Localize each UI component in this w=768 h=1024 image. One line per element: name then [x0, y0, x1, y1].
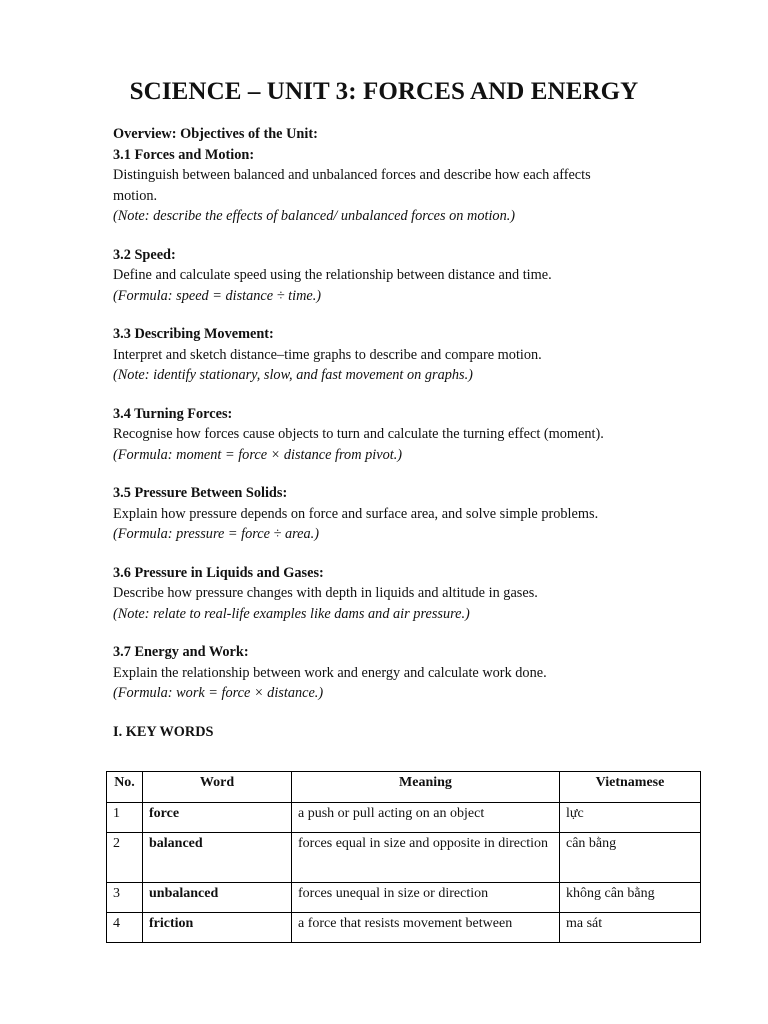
section-heading: 3.7 Energy and Work:: [113, 644, 249, 660]
section-heading: 3.4 Turning Forces:: [113, 405, 233, 422]
section-note: (Note: describe the effects of balanced/ unbalanced forces on motion.): [113, 208, 516, 224]
cell-vietnamese: cân bằng: [560, 833, 701, 883]
cell-meaning: forces equal in size and opposite in direction: [292, 833, 560, 883]
section-note: (Formula: work = force × distance.): [113, 685, 324, 701]
section-3-3: [113, 324, 673, 386]
cell-no: 4: [107, 913, 143, 943]
section-note: (Formula: speed = distance ÷ time.): [113, 287, 322, 304]
cell-vietnamese: ma sát: [560, 913, 701, 943]
keywords-table: [106, 771, 701, 943]
section-3-2: [113, 245, 673, 307]
section-body: Distinguish between balanced and unbalanced forces and describe how each affects: [113, 167, 591, 183]
section-body: Define and calculate speed using the relationship between distance and time.: [113, 267, 552, 283]
section-3-4: [113, 404, 673, 466]
table-row: [107, 883, 701, 913]
section-3-1: [113, 145, 673, 227]
table-row: [107, 803, 701, 833]
section-heading: 3.6 Pressure in Liquids and Gases:: [113, 564, 324, 581]
section-note: (Formula: pressure = force ÷ area.): [113, 526, 319, 542]
keywords-heading: I. KEY WORDS: [113, 724, 214, 740]
cell-vietnamese: không cân bằng: [560, 883, 701, 913]
section-note: (Formula: moment = force × distance from pivot.): [113, 446, 403, 463]
cell-word: balanced: [143, 833, 292, 883]
cell-meaning: a force that resists movement between: [292, 913, 560, 943]
section-3-6: [113, 563, 673, 625]
section-body: Describe how pressure changes with depth in liquids and altitude in gases.: [113, 585, 538, 601]
table-row: [107, 833, 701, 883]
section-body: Recognise how forces cause objects to turn and calculate the turning effect (moment).: [113, 426, 604, 442]
section-3-5: [113, 483, 673, 545]
objectives-block: [113, 124, 673, 704]
section-note: (Note: identify stationary, slow, and fast movement on graphs.): [113, 367, 473, 383]
cell-meaning: a push or pull acting on an object: [292, 803, 560, 833]
overview-heading: Overview: Objectives of the Unit:: [113, 126, 318, 142]
section-3-7: [113, 642, 673, 704]
section-heading: 3.2 Speed:: [113, 246, 176, 263]
section-body: Explain the relationship between work and energy and calculate work done.: [113, 664, 547, 681]
cell-no: 1: [107, 803, 143, 833]
cell-no: 2: [107, 833, 143, 883]
cell-no: 3: [107, 883, 143, 913]
cell-word: friction: [143, 913, 292, 943]
page-title: SCIENCE – UNIT 3: FORCES AND ENERGY: [129, 78, 639, 105]
section-heading: 3.1 Forces and Motion:: [113, 146, 255, 163]
section-heading: 3.5 Pressure Between Solids:: [113, 485, 288, 501]
column-header-vietnamese: Vietnamese: [560, 772, 701, 803]
section-body: Explain how pressure depends on force and surface area, and solve simple problems.: [113, 505, 599, 522]
cell-vietnamese: lực: [560, 803, 701, 833]
column-header-no: No.: [107, 772, 143, 803]
cell-word: force: [143, 803, 292, 833]
section-body: Interpret and sketch distance–time graphs to describe and compare motion.: [113, 346, 542, 363]
section-body: motion.: [113, 187, 158, 204]
column-header-meaning: Meaning: [292, 772, 560, 803]
section-note: (Note: relate to real-life examples like dams and air pressure.): [113, 605, 470, 622]
column-header-word: Word: [143, 772, 292, 803]
section-heading: 3.3 Describing Movement:: [113, 326, 274, 342]
table-row: [107, 913, 701, 943]
table-header-row: [107, 772, 701, 803]
cell-meaning: forces unequal in size or direction: [292, 883, 560, 913]
cell-word: unbalanced: [143, 883, 292, 913]
